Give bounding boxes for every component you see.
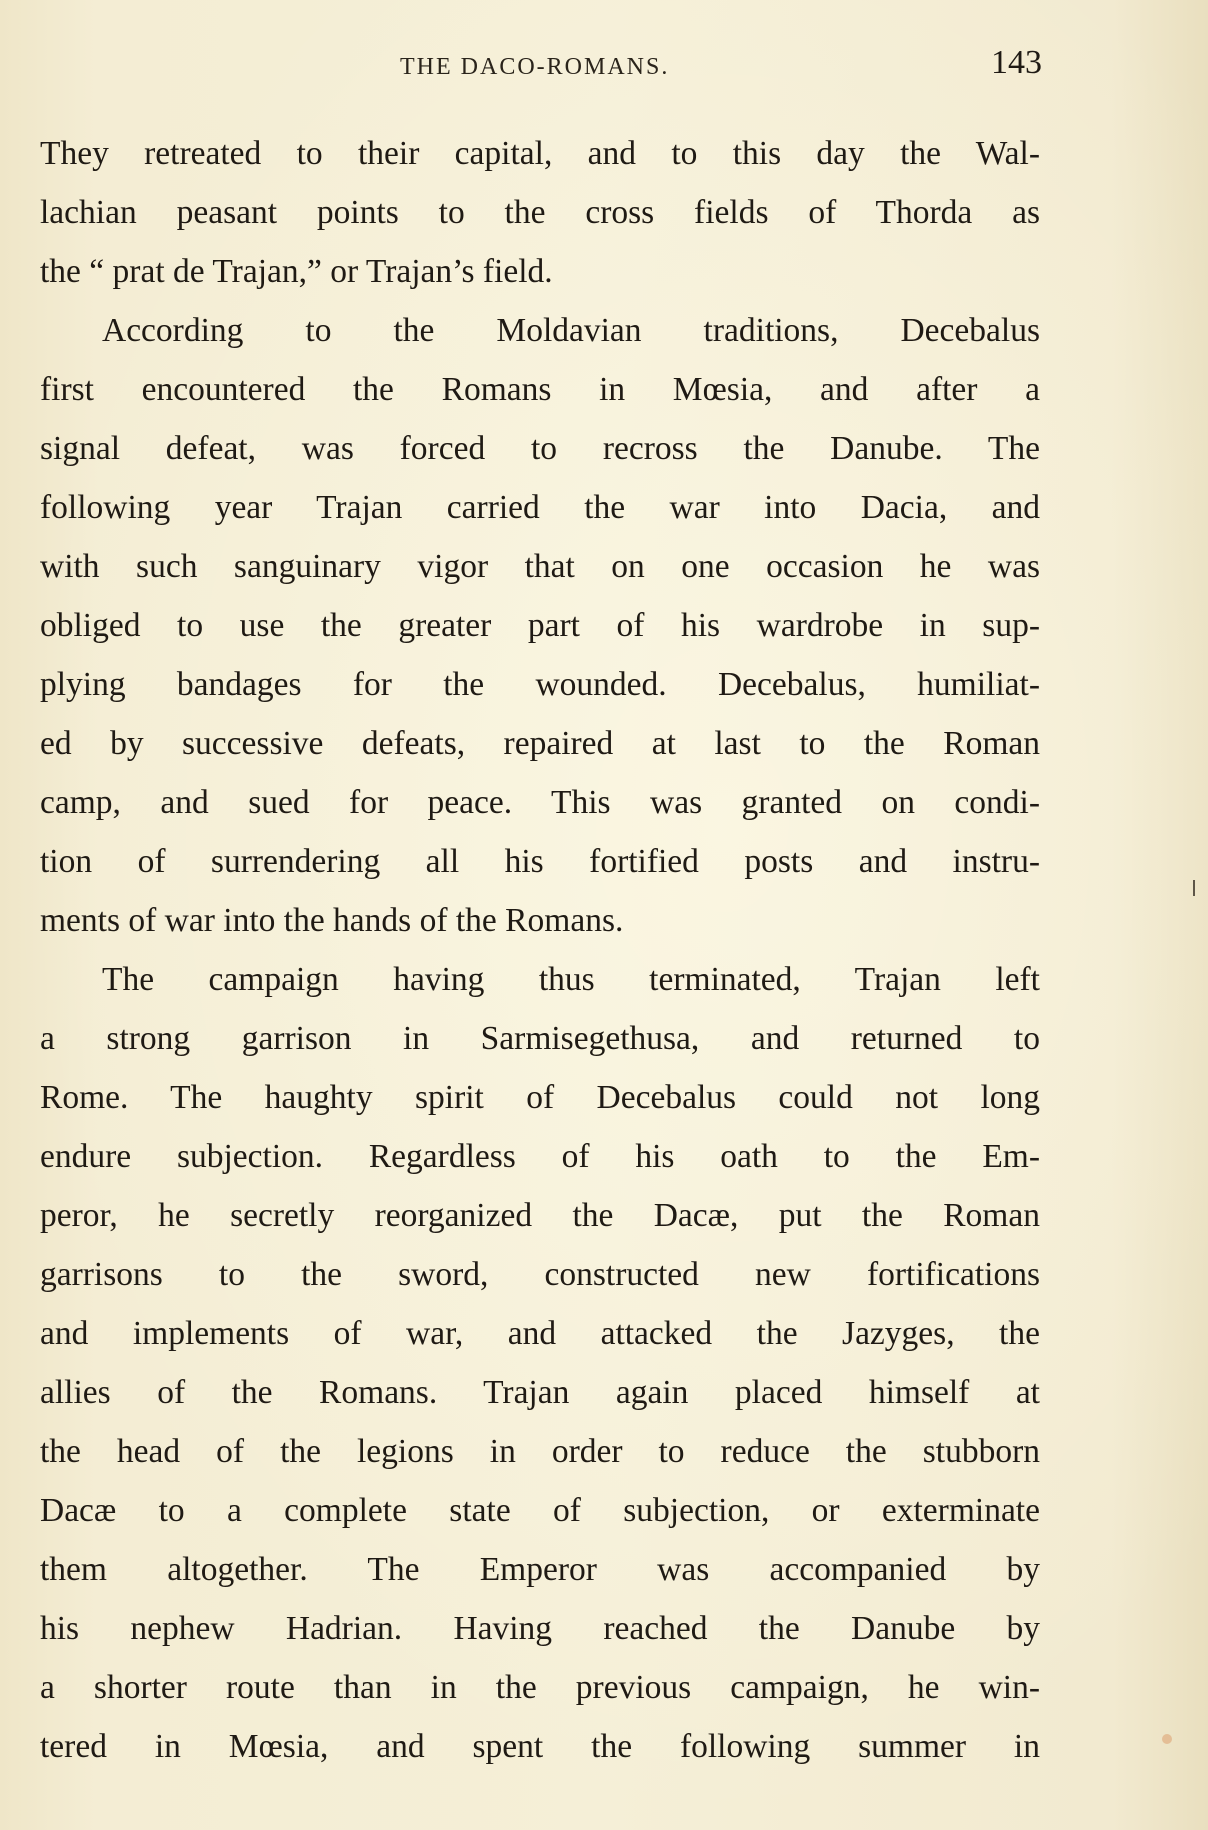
text-line: a strong garrison in Sarmisegethusa, and returned to xyxy=(40,1020,1040,1057)
text-line: garrisons to the sword, constructed new fortifications xyxy=(40,1256,1040,1293)
text-line: They retreated to their capital, and to this day the Wal- xyxy=(40,135,1040,172)
text-line: first encountered the Romans in Mœsia, and after a xyxy=(40,371,1040,408)
text-line: lachian peasant points to the cross fields of Thorda as xyxy=(40,194,1040,231)
paragraph-first-line: According to the Moldavian traditions, Decebalus xyxy=(102,312,1040,349)
text-line: tered in Mœsia, and spent the following summer in xyxy=(40,1728,1040,1765)
text-line: ments of war into the hands of the Romans. xyxy=(40,902,624,939)
text-line: Dacæ to a complete state of subjection, or exterminate xyxy=(40,1492,1040,1529)
text-line: the head of the legions in order to reduce the stubborn xyxy=(40,1433,1040,1470)
paper-speck xyxy=(1162,1734,1172,1744)
page-header xyxy=(40,44,1040,94)
text-line: signal defeat, was forced to recross the Danube. The xyxy=(40,430,1040,467)
text-line: the “ prat de Trajan,” or Trajan’s field. xyxy=(40,253,553,290)
text-line: obliged to use the greater part of his wardrobe in sup- xyxy=(40,607,1040,644)
text-line: camp, and sued for peace. This was granted on condi- xyxy=(40,784,1040,821)
text-line: peror, he secretly reorganized the Dacæ, put the Roman xyxy=(40,1197,1040,1234)
text-line: ed by successive defeats, repaired at last to the Roman xyxy=(40,725,1040,762)
running-title: THE DACO-ROMANS. xyxy=(400,54,670,80)
text-line: tion of surrendering all his fortified posts and instru- xyxy=(40,843,1040,880)
page-number: 143 xyxy=(991,44,1042,81)
page-edge-mark xyxy=(1193,880,1195,896)
text-line: following year Trajan carried the war into Dacia, and xyxy=(40,489,1040,526)
text-line: with such sanguinary vigor that on one occasion he was xyxy=(40,548,1040,585)
text-line: his nephew Hadrian. Having reached the Danube by xyxy=(40,1610,1040,1647)
text-line: endure subjection. Regardless of his oath to the Em- xyxy=(40,1138,1040,1175)
body-text xyxy=(40,124,1040,1776)
paragraph-first-line: The campaign having thus terminated, Trajan left xyxy=(102,961,1040,998)
text-line: Rome. The haughty spirit of Decebalus could not long xyxy=(40,1079,1040,1116)
text-line: them altogether. The Emperor was accompanied by xyxy=(40,1551,1040,1588)
text-line: and implements of war, and attacked the Jazyges, the xyxy=(40,1315,1040,1352)
text-line: allies of the Romans. Trajan again placed himself at xyxy=(40,1374,1040,1411)
text-line: plying bandages for the wounded. Decebalus, humiliat- xyxy=(40,666,1040,703)
text-line: a shorter route than in the previous campaign, he win- xyxy=(40,1669,1040,1706)
